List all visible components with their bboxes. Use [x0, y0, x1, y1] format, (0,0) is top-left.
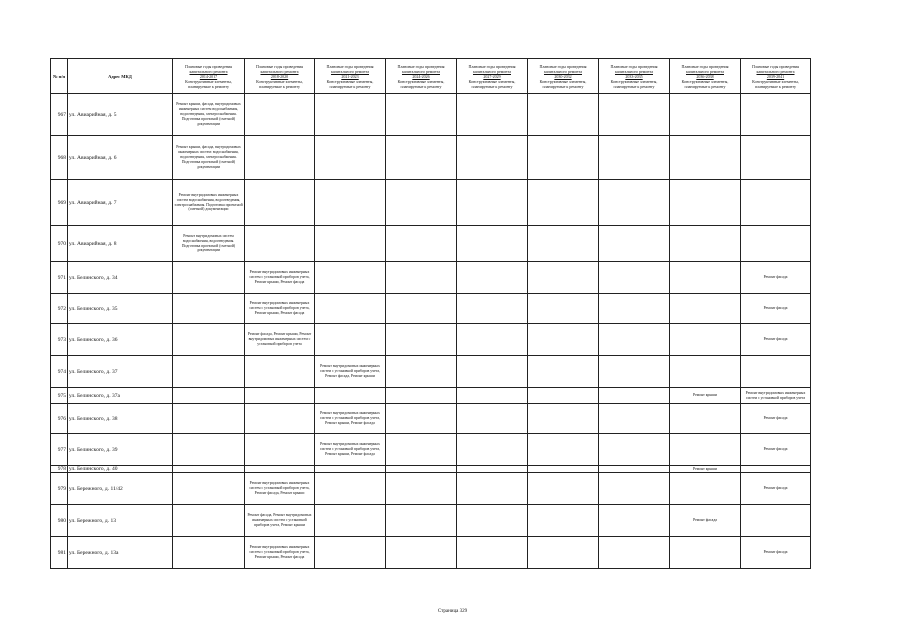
row-number: 979 [51, 473, 68, 505]
table-row [51, 434, 811, 466]
work-cell [315, 473, 386, 505]
work-cell [670, 294, 741, 324]
table-row [51, 262, 811, 294]
work-cell [457, 466, 528, 473]
work-cell: Ремонт фасада [741, 473, 811, 505]
header-period-l2: капитального ремонта [330, 68, 369, 74]
work-cell [173, 324, 245, 356]
work-cell [528, 136, 599, 180]
work-cell [528, 505, 599, 537]
header-period-years: 2033-2035 [625, 73, 643, 79]
work-cell [670, 94, 741, 136]
work-cell [386, 473, 457, 505]
work-cell [386, 94, 457, 136]
work-cell [386, 136, 457, 180]
work-cell [528, 404, 599, 434]
work-cell [528, 294, 599, 324]
header-period-years: 2021-2023 [341, 73, 359, 79]
work-cell [386, 388, 457, 404]
work-cell [315, 262, 386, 294]
work-cell [245, 356, 315, 388]
work-cell [599, 473, 670, 505]
work-cell: Ремонт внутридомовых инженерных систем с установкой приборов учета, Ремонт крыши, Ремонт фасада [245, 537, 315, 569]
row-number: 967 [51, 94, 68, 136]
work-cell [741, 136, 811, 180]
work-cell [528, 388, 599, 404]
work-cell [528, 473, 599, 505]
work-cell [457, 136, 528, 180]
header-period-sub: Конструктивные элементы, планируемые к ремонту [752, 78, 799, 89]
row-number: 981 [51, 537, 68, 569]
capital-repair-table [50, 58, 811, 569]
row-number: 969 [51, 180, 68, 226]
header-period-l1: Плановые годы проведения [185, 63, 232, 69]
table-row [51, 505, 811, 537]
row-number: 974 [51, 356, 68, 388]
header-period-5 [528, 59, 599, 94]
work-cell: Ремонт фасада [741, 434, 811, 466]
header-period-years: 2018-2020 [270, 73, 289, 79]
work-cell [599, 262, 670, 294]
row-address: ул. Авиарийная, д. 6 [68, 136, 173, 180]
work-cell [670, 180, 741, 226]
header-period-l1: Плановые годы проведения [468, 63, 516, 69]
work-cell [599, 537, 670, 569]
row-address: ул. Белинского, д. 37а [68, 388, 173, 404]
header-period-l1: Плановые годы проведения [539, 63, 587, 69]
header-period-3 [386, 59, 457, 94]
header-period-years: 2036-2038 [696, 73, 714, 79]
header-period-sub: Конструктивные элементы, планируемые к ремонту [397, 78, 445, 89]
work-cell: Ремонт крыши, фасада, внутридомовых инженерных систем: водоснабжения, водоотведения, электроснабжения. Подготовка проектной (сметной) документации [173, 136, 245, 180]
work-cell [457, 180, 528, 226]
row-address: ул. Бережного, д. 13 [68, 505, 173, 537]
work-cell [670, 262, 741, 294]
header-period-6 [599, 59, 670, 94]
work-cell [599, 94, 670, 136]
work-cell [315, 466, 386, 473]
work-cell: Ремонт фасада [670, 505, 741, 537]
row-number: 970 [51, 226, 68, 262]
work-cell [528, 434, 599, 466]
work-cell [386, 294, 457, 324]
work-cell [245, 180, 315, 226]
header-period-l1: Плановые годы проведения [610, 63, 658, 69]
work-cell [245, 434, 315, 466]
work-cell [457, 505, 528, 537]
work-cell [457, 434, 528, 466]
work-cell [528, 180, 599, 226]
work-cell [386, 404, 457, 434]
work-cell [173, 466, 245, 473]
work-cell: Ремонт внутридомовых инженерных систем с установкой приборов учета [741, 388, 811, 404]
work-cell [741, 505, 811, 537]
work-cell [741, 356, 811, 388]
work-cell [386, 466, 457, 473]
work-cell: Ремонт фасада [741, 404, 811, 434]
work-cell [173, 404, 245, 434]
work-cell [741, 94, 811, 136]
table-row [51, 94, 811, 136]
work-cell [173, 388, 245, 404]
work-cell: Ремонт внутридомовых инженерных систем с установкой приборов учета, Ремонт крыши, Ремонт фасада [245, 294, 315, 324]
row-address: ул. Белинского, д. 35 [68, 294, 173, 324]
header-period-l2: капитального ремонта [756, 68, 795, 74]
header-period-l2: капитального ремонта [614, 68, 653, 74]
work-cell [386, 537, 457, 569]
row-number: 980 [51, 505, 68, 537]
row-number: 978 [51, 466, 68, 473]
header-period-l1: Плановые годы проведения [397, 63, 445, 69]
page-number: Страница 329 [437, 609, 468, 614]
work-cell [670, 404, 741, 434]
work-cell [457, 537, 528, 569]
work-cell: Ремонт фасада [741, 262, 811, 294]
row-address: ул. Белинского, д. 36 [68, 324, 173, 356]
header-period-l1: Плановые годы проведения [752, 63, 799, 69]
work-cell [670, 537, 741, 569]
header-period-l1: Плановые годы проведения [256, 63, 303, 69]
table-header-row [51, 59, 811, 94]
work-cell [315, 537, 386, 569]
work-cell [599, 180, 670, 226]
header-period-l2: капитального ремонта [685, 68, 724, 74]
work-cell [528, 466, 599, 473]
work-cell: Ремонт крыши, фасада, внутридомовых инженерных систем водоснабжения, водоотведения, электроснабжения. Подготовка проектной (сметной) документации [173, 94, 245, 136]
work-cell [173, 262, 245, 294]
work-cell [741, 180, 811, 226]
work-cell [386, 180, 457, 226]
table-body [51, 94, 811, 569]
work-cell [457, 226, 528, 262]
work-cell [670, 356, 741, 388]
row-address: ул. Авиарийная, д. 8 [68, 226, 173, 262]
header-period-sub: Конструктивные элементы, планируемые к ремонту [681, 78, 729, 89]
header-period-sub: Конструктивные элементы, планируемые к ремонту [326, 78, 374, 89]
work-cell: Ремонт внутридомовых инженерных систем с установкой приборов учета, Ремонт фасада, Ремонт крыши [315, 356, 386, 388]
work-cell [173, 294, 245, 324]
row-address: ул. Бережного, д. 11/42 [68, 473, 173, 505]
work-cell [670, 226, 741, 262]
header-period-8 [741, 59, 811, 94]
work-cell [457, 324, 528, 356]
header-period-l1: Плановые годы проведения [326, 63, 374, 69]
table-row [51, 136, 811, 180]
work-cell [528, 262, 599, 294]
row-number: 977 [51, 434, 68, 466]
header-period-l2: капитального ремонта [401, 68, 440, 74]
work-cell [386, 434, 457, 466]
row-address: ул. Белинского, д. 37 [68, 356, 173, 388]
table-row [51, 466, 811, 473]
work-cell [599, 434, 670, 466]
work-cell [599, 505, 670, 537]
work-cell [386, 505, 457, 537]
work-cell [315, 388, 386, 404]
header-period-sub: Конструктивные элементы, планируемые к ремонту [468, 78, 516, 89]
work-cell: Ремонт фасада [741, 537, 811, 569]
work-cell [245, 404, 315, 434]
work-cell [528, 226, 599, 262]
table-row [51, 180, 811, 226]
work-cell: Ремонт внутридомовых инженерных систем водоснабжения, водоотведения, электроснабжения. Подготовка проектной (сметной) документации [173, 180, 245, 226]
table-row [51, 404, 811, 434]
row-number: 968 [51, 136, 68, 180]
row-address: ул. Бережного, д. 13а [68, 537, 173, 569]
work-cell: Ремонт внутридомовых инженерных систем с установкой приборов учета, Ремонт крыши, Ремонт фасада [315, 404, 386, 434]
row-number: 973 [51, 324, 68, 356]
work-cell [173, 473, 245, 505]
work-cell [245, 226, 315, 262]
table-row [51, 388, 811, 404]
work-cell [245, 136, 315, 180]
work-cell [386, 262, 457, 294]
header-period-years: 2027-2029 [483, 73, 501, 79]
work-cell [457, 388, 528, 404]
work-cell [457, 404, 528, 434]
work-cell [457, 294, 528, 324]
header-period-l1: Плановые годы проведения [681, 63, 729, 69]
header-period-sub: Конструктивные элементы, планируемые к ремонту [539, 78, 587, 89]
row-number: 971 [51, 262, 68, 294]
header-period-years: 2024-2026 [412, 73, 430, 79]
work-cell [599, 356, 670, 388]
header-period-l2: капитального ремонта [543, 68, 582, 74]
row-number: 976 [51, 404, 68, 434]
work-cell [599, 136, 670, 180]
header-period-sub: Конструктивные элементы, планируемые к ремонту [610, 78, 658, 89]
work-cell [457, 356, 528, 388]
work-cell [386, 324, 457, 356]
work-cell [670, 136, 741, 180]
work-cell [670, 473, 741, 505]
row-number: 972 [51, 294, 68, 324]
work-cell [741, 226, 811, 262]
work-cell [245, 466, 315, 473]
header-period-1 [245, 59, 315, 94]
row-address: ул. Авиарийная, д. 7 [68, 180, 173, 226]
work-cell: Ремонт внутридомовых инженерных систем с установкой приборов учета, Ремонт фасада, Ремонт крыши [245, 473, 315, 505]
work-cell: Ремонт фасада, Ремонт внутридомовых инженерных систем с установкой приборов учета, Ремонт крыши [245, 505, 315, 537]
work-cell [457, 262, 528, 294]
work-cell [245, 94, 315, 136]
work-cell [528, 94, 599, 136]
row-address: ул. Белинского, д. 40 [68, 466, 173, 473]
work-cell: Ремонт внутридомовых инженерных систем с установкой приборов учета, Ремонт крыши, Ремонт фасада [315, 434, 386, 466]
work-cell [528, 537, 599, 569]
work-cell: Ремонт фасада [741, 324, 811, 356]
table-row [51, 226, 811, 262]
work-cell [528, 324, 599, 356]
work-cell [315, 226, 386, 262]
header-period-years: 2014-2017 [199, 73, 218, 79]
work-cell [741, 466, 811, 473]
header-period-l2: капитального ремонта [189, 68, 228, 74]
table-row [51, 294, 811, 324]
work-cell: Ремонт внутридомовых систем водоснабжения, водоотведения. Подготовка проектной (сметной) документации [173, 226, 245, 262]
work-cell [670, 434, 741, 466]
work-cell [457, 94, 528, 136]
row-number: 975 [51, 388, 68, 404]
work-cell [386, 226, 457, 262]
header-num: № п/п [51, 59, 68, 94]
work-cell [599, 404, 670, 434]
work-cell: Ремонт крыши [670, 388, 741, 404]
header-period-l2: капитального ремонта [260, 68, 299, 74]
header-period-years: 2030-2032 [554, 73, 572, 79]
work-cell [315, 94, 386, 136]
work-cell [315, 136, 386, 180]
work-cell [315, 505, 386, 537]
work-cell [173, 434, 245, 466]
work-cell [599, 226, 670, 262]
work-cell [599, 466, 670, 473]
row-address: ул. Белинского, д. 38 [68, 404, 173, 434]
work-cell: Ремонт фасада, Ремонт крыши, Ремонт внутридомовых инженерных систем с установкой приборов учета [245, 324, 315, 356]
work-cell: Ремонт внутридомовых инженерных систем с установкой приборов учета, Ремонт крыши, Ремонт фасада [245, 262, 315, 294]
work-cell [173, 356, 245, 388]
work-cell [173, 537, 245, 569]
work-cell [315, 180, 386, 226]
header-period-7 [670, 59, 741, 94]
work-cell [315, 324, 386, 356]
table-row [51, 356, 811, 388]
header-period-0 [173, 59, 245, 94]
header-period-years: 2039-2041 [766, 73, 785, 79]
work-cell [599, 294, 670, 324]
work-cell [599, 324, 670, 356]
work-cell [670, 324, 741, 356]
table-row [51, 537, 811, 569]
header-period-4 [457, 59, 528, 94]
header-period-sub: Конструктивные элементы, планируемые к ремонту [256, 78, 303, 89]
table-row [51, 473, 811, 505]
header-address: Адрес МКД [68, 59, 173, 94]
work-cell [457, 473, 528, 505]
row-address: ул. Авиарийная, д. 5 [68, 94, 173, 136]
table-row [51, 324, 811, 356]
row-address: ул. Белинского, д. 39 [68, 434, 173, 466]
work-cell [173, 505, 245, 537]
work-cell: Ремонт фасада [741, 294, 811, 324]
work-cell [528, 356, 599, 388]
header-period-2 [315, 59, 386, 94]
header-period-l2: капитального ремонта [472, 68, 511, 74]
work-cell [315, 294, 386, 324]
work-cell [599, 388, 670, 404]
work-cell: Ремонт крыши [670, 466, 741, 473]
row-address: ул. Белинского, д. 34 [68, 262, 173, 294]
work-cell [245, 388, 315, 404]
work-cell [386, 356, 457, 388]
header-period-sub: Конструктивные элементы, планируемые к ремонту [185, 78, 232, 89]
